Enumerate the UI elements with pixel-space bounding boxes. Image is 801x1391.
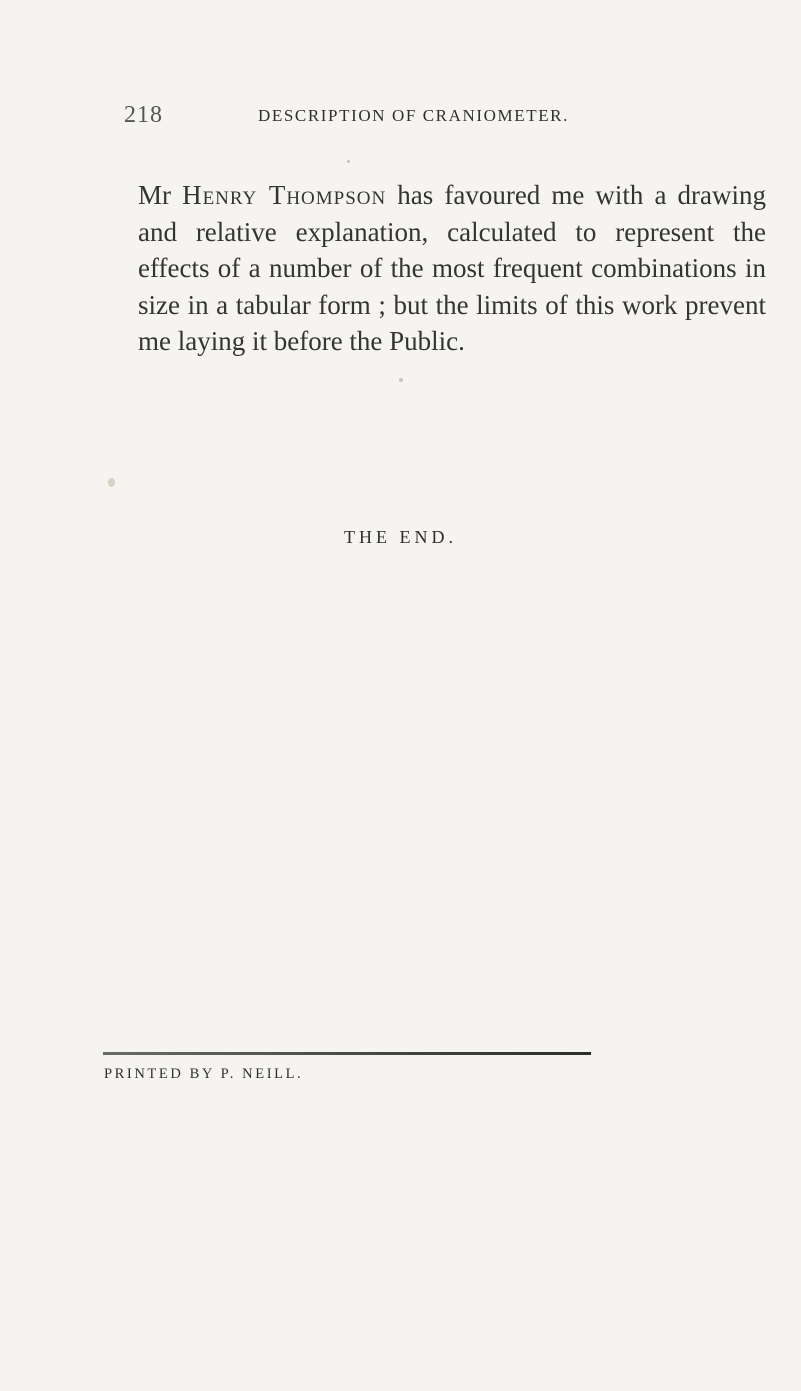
paper-speck: [399, 378, 403, 382]
paragraph-lead: Mr: [138, 180, 183, 210]
imprint-rule: [103, 1052, 591, 1055]
page-number: 218: [124, 102, 163, 128]
paper-speck: [108, 478, 115, 487]
running-title: DESCRIPTION OF CRANIOMETER.: [258, 106, 569, 125]
closing-paragraph: [138, 177, 766, 360]
the-end-heading: THE END.: [344, 527, 457, 547]
printer-imprint: PRINTED BY P. NEILL.: [104, 1066, 304, 1082]
paragraph-name: Henry Thompson: [182, 180, 387, 210]
paragraph-rest: has favoured me with a drawing and relative explanation, calculated to represent the effects of a number of the most frequent combinations in size in a tabular form ; but the limits of this work prevent me laying it before the Public.: [138, 180, 767, 356]
paper-speck: [347, 160, 350, 163]
page-header: [124, 102, 764, 142]
